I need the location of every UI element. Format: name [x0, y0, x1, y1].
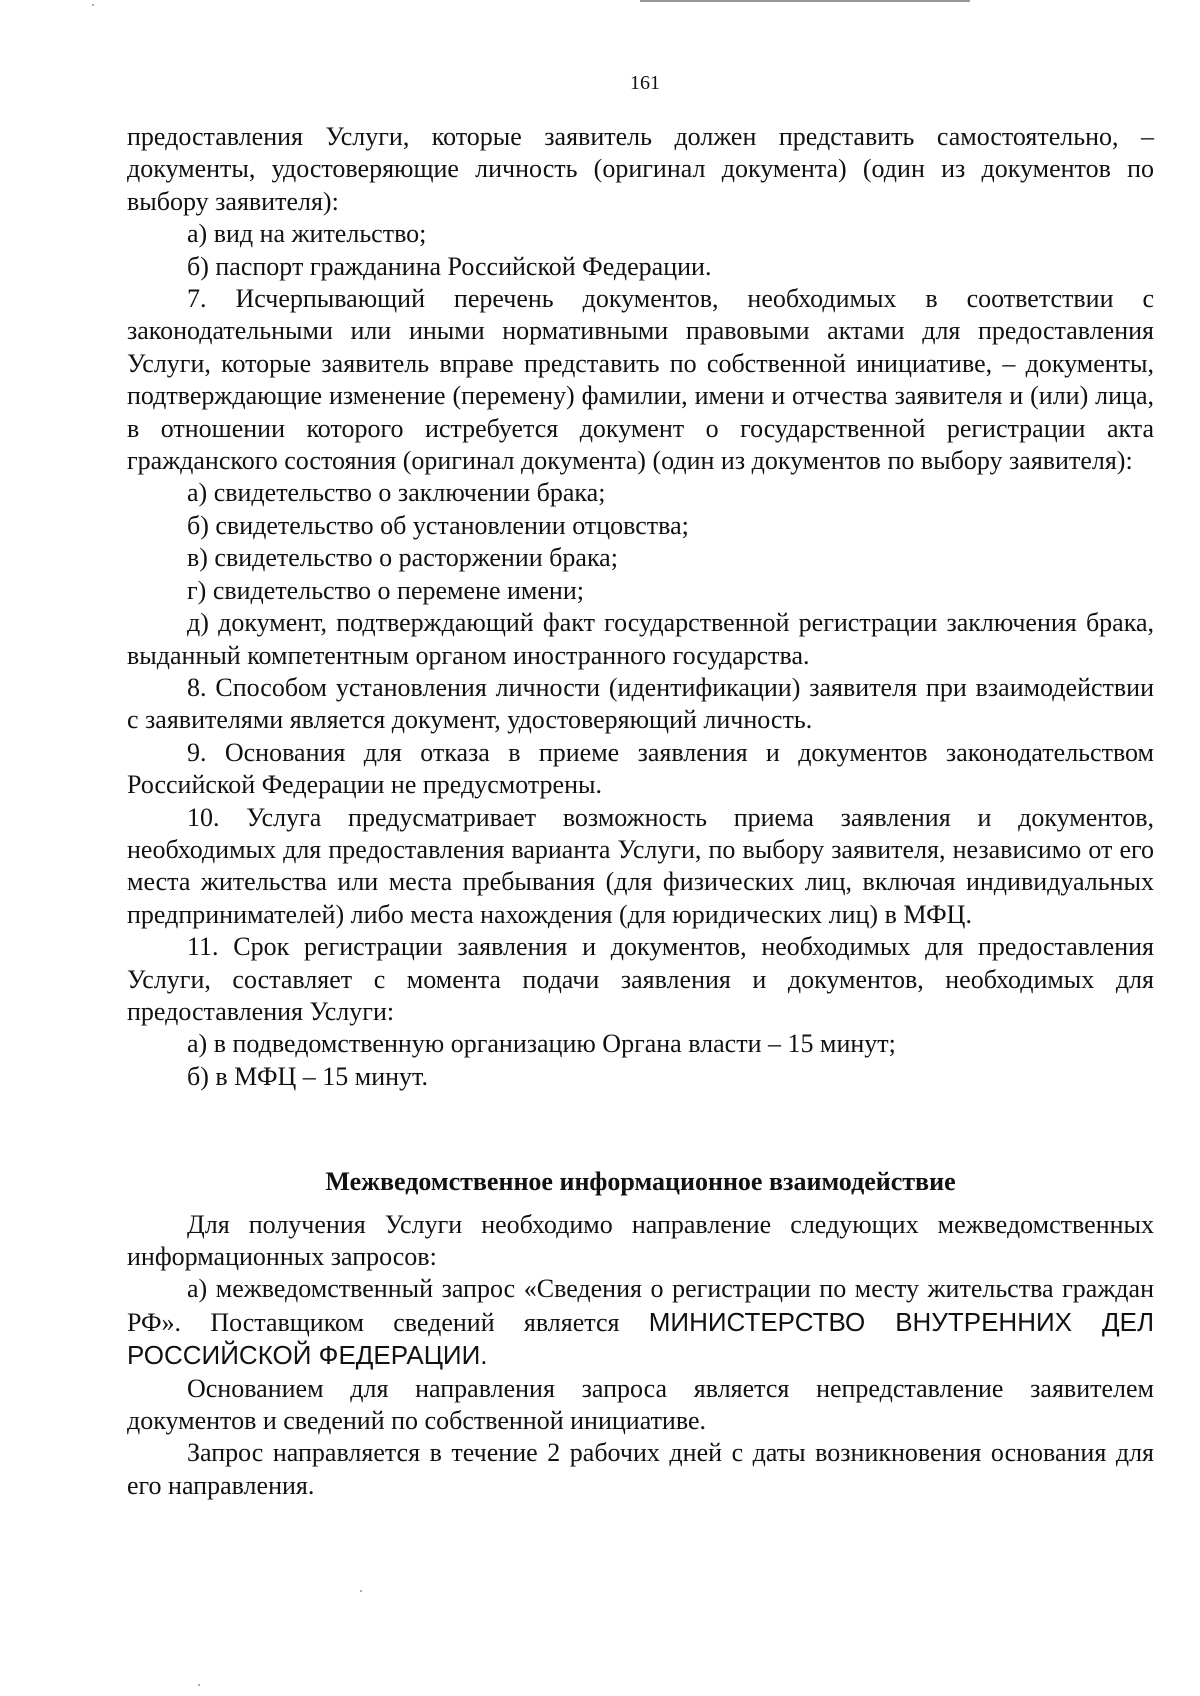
document-body: [127, 121, 1154, 1502]
page-number: 161: [630, 72, 660, 94]
paragraph-request-a: [127, 1273, 1154, 1372]
scan-edge-line: [640, 0, 970, 2]
request-a-text: а) межведомственный запрос «Сведения о регистрации по месту жительства граждан РФ». Поставщиком сведений является: [127, 1274, 1154, 1337]
list-item: в) свидетельство о расторжении брака;: [187, 543, 618, 573]
list-item: а) свидетельство о заключении брака;: [187, 478, 606, 508]
list-item: б) свидетельство об установлении отцовства;: [187, 510, 689, 540]
paragraph-7: 7. Исчерпывающий перечень документов, необходимых в соответствии с законодательными или иными нормативными правовыми актами для предоставления Услуги, которые заявитель вправе представить по собственной инициативе, – документы, подтверждающие изменение (перемену) фамилии, имени и отчества заявителя и (или) лица, в отношении которого истребуется документ о государственной регистрации акта гражданского состояния (оригинал документа) (один из документов по выбору заявителя):: [127, 284, 1154, 476]
list-item: б) паспорт гражданина Российской Федерации.: [187, 251, 712, 281]
paragraph-basis: Основанием для направления запроса является непредставление заявителем документов и сведений по собственной инициативе.: [127, 1373, 1154, 1436]
list-item: б) в МФЦ – 15 минут.: [187, 1061, 428, 1091]
paragraph-intro: предоставления Услуги, которые заявитель должен представить самостоятельно, – документы, удостоверяющие личность (оригинал документа) (один из документов по выбору заявителя):: [127, 122, 1154, 216]
scan-speck: [92, 4, 94, 6]
paragraph-11: 11. Срок регистрации заявления и документов, необходимых для предоставления Услуги, составляет с момента подачи заявления и документов, необходимых для предоставления Услуги:: [127, 932, 1154, 1026]
scan-speck: [198, 1684, 200, 1686]
list-item: а) вид на жительство;: [187, 219, 427, 249]
paragraph-9: 9. Основания для отказа в приеме заявления и документов законодательством Российской Федерации не предусмотрены.: [127, 737, 1154, 800]
list-item: а) в подведомственную организацию Органа власти – 15 минут;: [187, 1029, 896, 1059]
scan-speck: [360, 1590, 362, 1592]
paragraph-interagency: Для получения Услуги необходимо направление следующих межведомственных информационных запросов:: [127, 1209, 1154, 1271]
paragraph-term: Запрос направляется в течение 2 рабочих дней с даты возникновения основания для его направления.: [127, 1438, 1154, 1500]
list-item: д) документ, подтверждающий факт государственной регистрации заключения брака, выданный компетентным органом иностранного государства.: [127, 608, 1154, 670]
provider-organization: МИНИСТЕРСТВО ВНУТРЕННИХ ДЕЛ РОССИЙСКОЙ ФЕДЕРАЦИИ.: [127, 1306, 1155, 1371]
list-item: г) свидетельство о перемене имени;: [187, 575, 584, 605]
paragraph-10: 10. Услуга предусматривает возможность приема заявления и документов, необходимых для предоставления варианта Услуги, по выбору заявителя, независимо от его места жительства или места пребывания (для физических лиц, включая индивидуальных предпринимателей) либо места нахождения (для юридических лиц) в МФЦ.: [127, 802, 1154, 929]
paragraph-8: 8. Способом установления личности (идентификации) заявителя при взаимодействии с заявителями является документ, удостоверяющий личность.: [127, 672, 1154, 735]
section-heading: Межведомственное информационное взаимодействие: [325, 1167, 956, 1197]
